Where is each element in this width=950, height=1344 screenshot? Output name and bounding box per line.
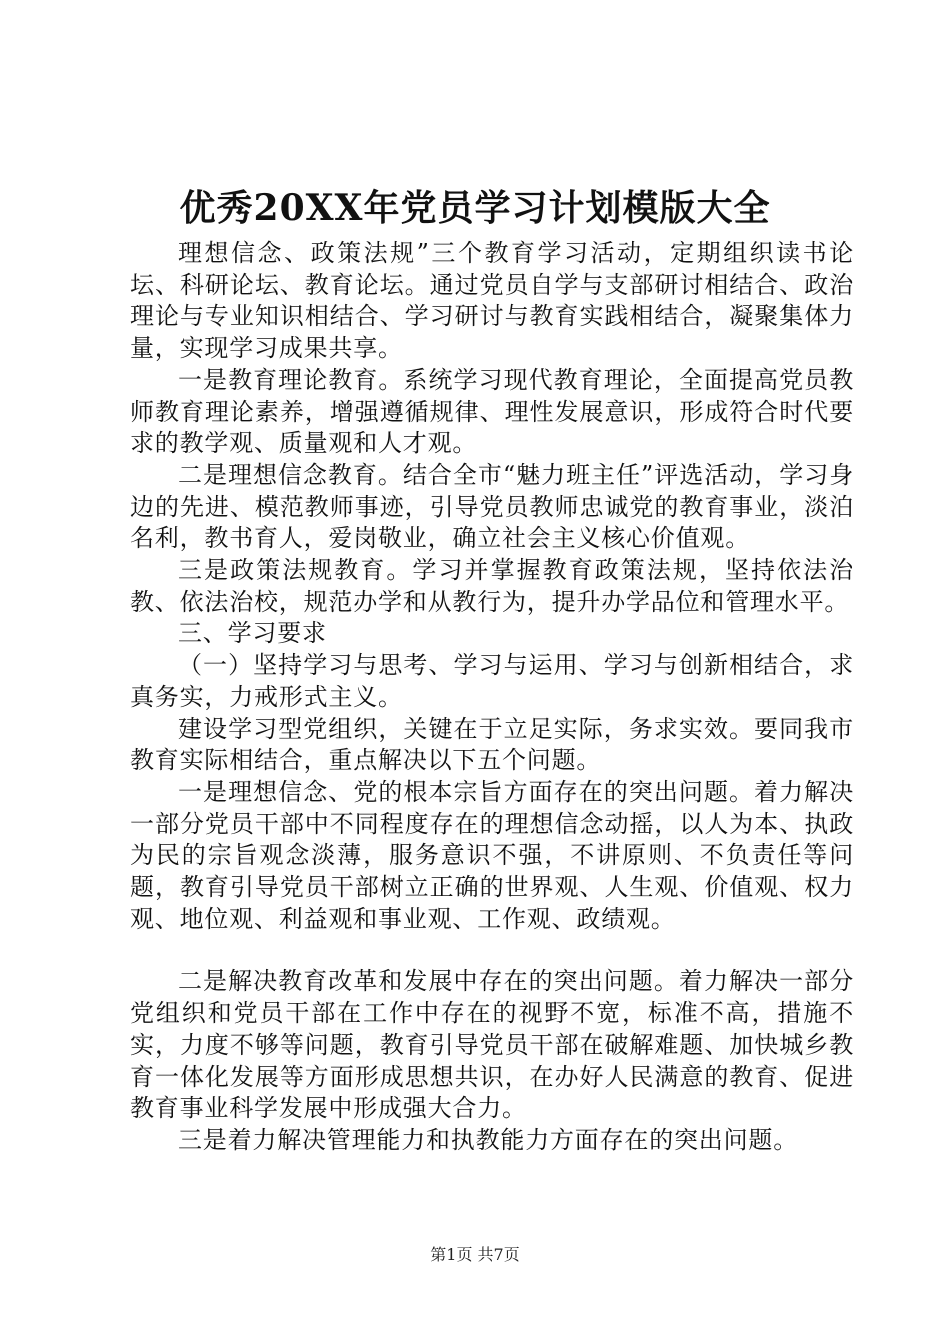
paragraph: 一是教育理论教育。系统学习现代教育理论，全面提高党员教师教育理论素养，增强遵循规律、理性发展意识，形成符合时代要求的教学观、质量观和人才观。 [130,365,854,458]
paragraph: 一是理想信念、党的根本宗旨方面存在的突出问题。着力解决一部分党员干部中不同程度存在的理想信念动摇，以人为本、执政为民的宗旨观念淡薄，服务意识不强，不讲原则、不负责任等问题，教育引导党员干部树立正确的世界观、人生观、价值观、权力观、地位观、利益观和事业观、工作观、政绩观。 [130,777,854,933]
paragraph: 三是政策法规教育。学习并掌握教育政策法规，坚持依法治教、依法治校，规范办学和从教行为，提升办学品位和管理水平。 [130,556,854,616]
document-body [130,238,854,1157]
section-heading: 三、学习要求 [178,619,327,648]
document-title: 优秀20XX年党员学习计划模版大全 [179,187,771,229]
page-footer: 第1页 共7页 [430,1245,520,1264]
paragraph: 理想信念、政策法规”三个教育学习活动，定期组织读书论坛、科研论坛、教育论坛。通过党员自学与支部研讨相结合、政治理论与专业知识相结合、学习研讨与教育实践相结合，凝聚集体力量，实现学习成果共享。 [130,239,854,363]
paragraph: （一）坚持学习与思考、学习与运用、学习与创新相结合，求真务实，力戒形式主义。 [130,651,854,711]
paragraph: 二是解决教育改革和发展中存在的突出问题。着力解决一部分党组织和党员干部在工作中存在的视野不宽，标准不高，措施不实，力度不够等问题，教育引导党员干部在破解难题、加快城乡教育一体化发展等方面形成思想共识，在办好人民满意的教育、促进教育事业科学发展中形成强大合力。 [130,967,854,1123]
paragraph: 三是着力解决管理能力和执教能力方面存在的突出问题。 [178,1125,798,1154]
paragraph: 建设学习型党组织，关键在于立足实际，务求实效。要同我市教育实际相结合，重点解决以下五个问题。 [130,714,854,775]
paragraph: 二是理想信念教育。结合全市“魅力班主任”评选活动，学习身边的先进、模范教师事迹，引导党员教师忠诚党的教育事业，淡泊名利，教书育人，爱岗敬业，确立社会主义核心价值观。 [130,460,854,553]
